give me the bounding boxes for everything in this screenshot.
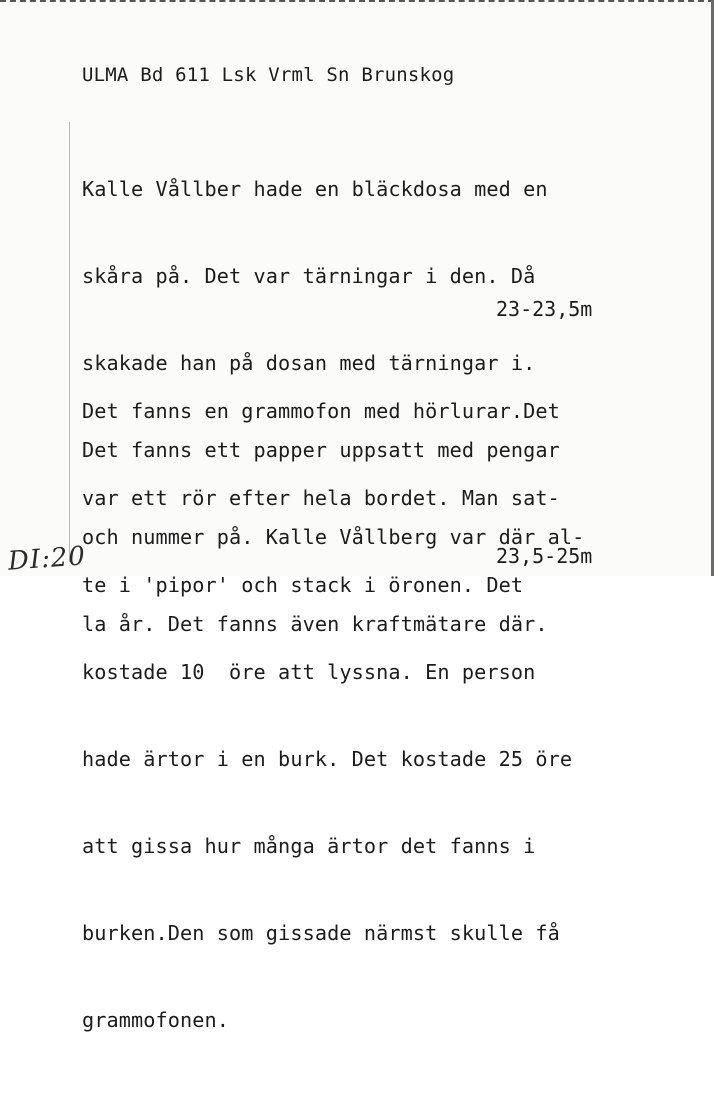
paragraph-2-line: grammofonen. xyxy=(82,1008,230,1032)
paragraph-2-line: hade ärtor i en burk. Det kostade 25 öre xyxy=(82,747,573,771)
paragraph-2-line: burken.Den som gissade närmst skulle få xyxy=(82,921,560,945)
paragraph-1-line: skakade han på dosan med tärningar i. xyxy=(82,351,536,375)
card-header: ULMA Bd 611 Lsk Vrml Sn Brunskog xyxy=(82,64,455,86)
recording-reference-1: 23-23,5m xyxy=(496,297,593,321)
recording-reference-2: 23,5-25m xyxy=(496,544,593,568)
paragraph-1-line: Det fanns ett papper uppsatt med pengar xyxy=(82,438,560,462)
handwritten-archive-stamp: DI:20 xyxy=(7,541,87,577)
paragraph-2-line: att gissa hur många ärtor det fanns i xyxy=(82,834,536,858)
paragraph-2-line: var ett rör efter hela bordet. Man sat- xyxy=(82,486,560,510)
perforated-top-edge xyxy=(0,0,714,5)
paragraph-2-line: Det fanns en grammofon med hörlurar.Det xyxy=(82,399,560,423)
paragraph-2-line: te i 'pipor' och stack i öronen. Det xyxy=(82,573,524,597)
paragraph-1-line: skåra på. Det var tärningar i den. Då xyxy=(82,264,536,288)
paragraph-1-line: la år. Det fanns även kraftmätare där. xyxy=(82,612,548,636)
paragraph-1-line: och nummer på. Kalle Vållberg var där al- xyxy=(82,525,585,549)
paragraph-2-line: kostade 10 öre att lyssna. En person xyxy=(82,660,536,684)
paragraph-1-line: Kalle Vållber hade en bläckdosa med en xyxy=(82,177,548,201)
paragraph-2 xyxy=(82,339,572,1093)
margin-rule xyxy=(69,122,70,562)
